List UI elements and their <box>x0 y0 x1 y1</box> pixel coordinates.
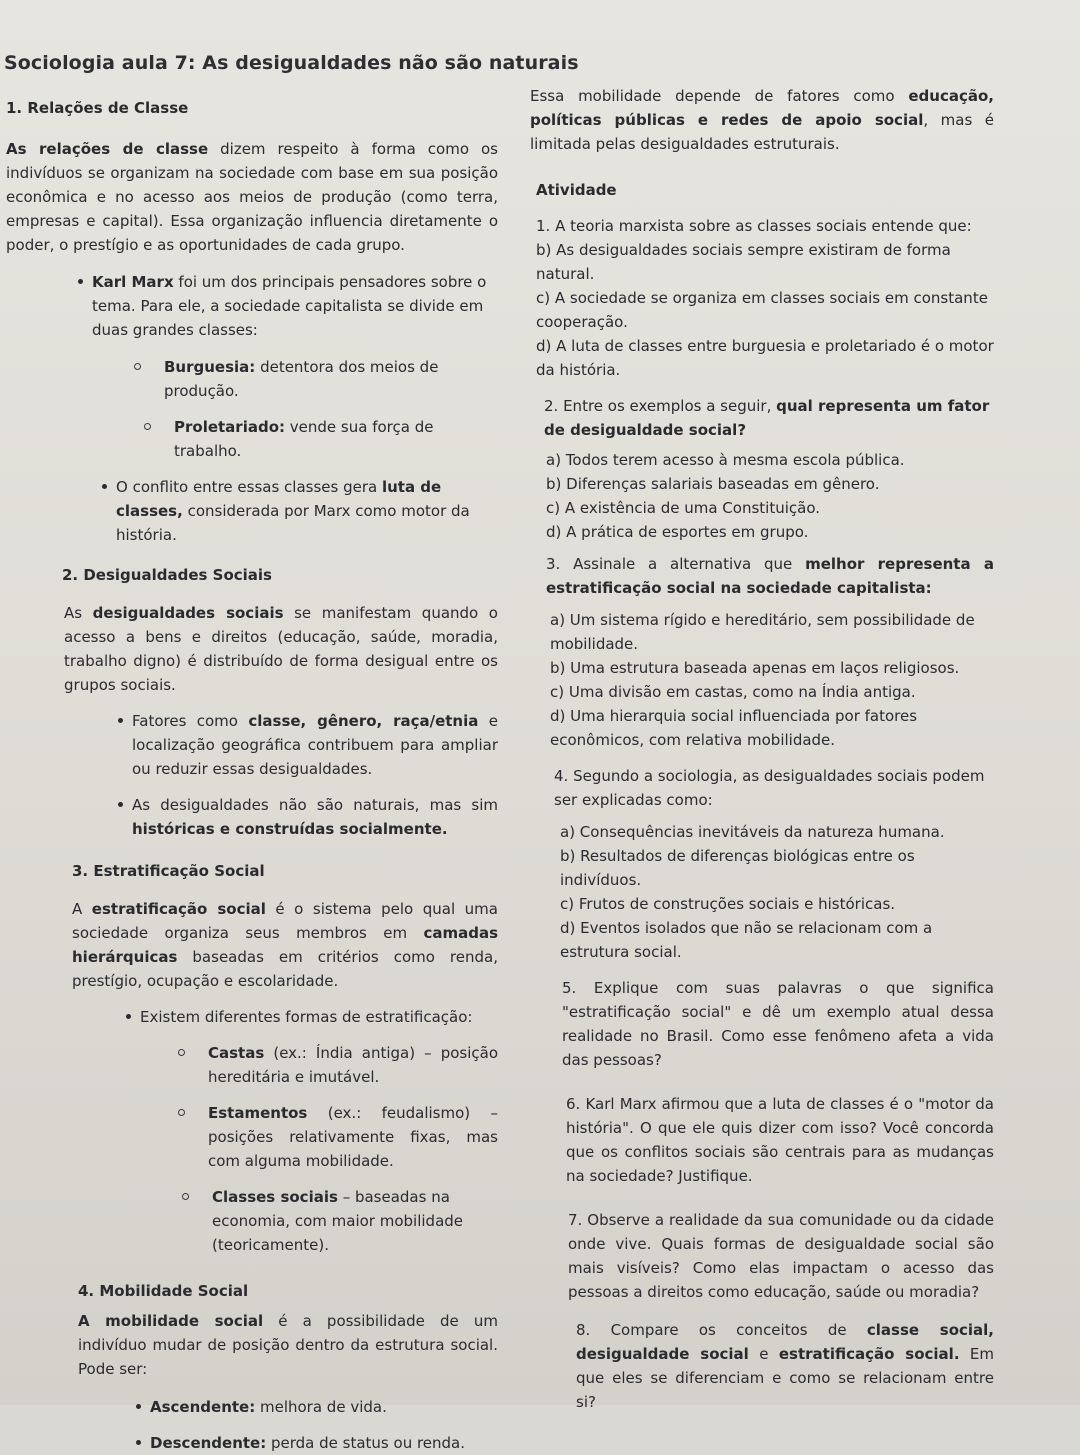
question-1-option-b: b) As desigualdades sociais sempre existiram de forma natural. <box>536 241 951 283</box>
right-column <box>530 84 994 1414</box>
bullet-descending: Descendente: perda de status ou renda. <box>136 1431 498 1455</box>
paragraph-social-inequalities: As desigualdades sociais se manifestam quando o acesso a bens e direitos (educação, saúde, moradia, trabalho digno) é distribuído de forma desigual entre os grupos sociais. <box>64 604 498 694</box>
question-2-option-d: d) A prática de esportes em grupo. <box>546 523 809 541</box>
question-3-option-c: c) Uma divisão em castas, como na Índia antiga. <box>550 683 916 701</box>
sub-bullet-estates: Estamentos (ex.: feudalismo) – posições relativamente fixas, mas com alguma mobilidade. <box>178 1101 498 1173</box>
section-heading-stratification: 3. Estratificação Social <box>72 862 265 880</box>
paragraph-mobility-factors: Essa mobilidade depende de fatores como educação, políticas públicas e redes de apoio social, mas é limitada pelas desigualdades estruturais. <box>530 87 994 153</box>
question-3-option-b: b) Uma estrutura baseada apenas em laços religiosos. <box>550 659 960 677</box>
question-3: 3. Assinale a alternativa que melhor representa a estratificação social na sociedade capitalista: <box>546 555 994 597</box>
bullet-inequality-factors: Fatores como classe, gênero, raça/etnia e localização geográfica contribuem para ampliar ou reduzir essas desigualdades. <box>118 709 498 781</box>
question-2-option-b: b) Diferenças salariais baseadas em gênero. <box>546 475 880 493</box>
question-5: 5. Explique com suas palavras o que significa "estratificação social" e dê um exemplo atual dessa realidade no Brasil. Como esse fenômeno afeta a vida das pessoas? <box>562 979 994 1069</box>
question-3-option-a: a) Um sistema rígido e hereditário, sem possibilidade de mobilidade. <box>550 611 975 653</box>
activity-heading: Atividade <box>536 181 617 199</box>
question-3-option-d: d) Uma hierarquia social influenciada por fatores econômicos, com relativa mobilidade. <box>550 707 918 749</box>
question-2-option-a: a) Todos terem acesso à mesma escola pública. <box>546 451 905 469</box>
question-2-option-c: c) A existência de uma Constituição. <box>546 499 821 517</box>
bullet-karl-marx: Karl Marx foi um dos principais pensadores sobre o tema. Para ele, a sociedade capitalista se divide em duas grandes classes: <box>78 270 498 342</box>
question-4-option-d: d) Eventos isolados que não se relacionam com a estrutura social. <box>560 919 933 961</box>
left-column <box>6 96 498 1455</box>
sub-bullet-bourgeoisie: Burguesia: detentora dos meios de produção. <box>134 355 498 403</box>
question-1: 1. A teoria marxista sobre as classes sociais entende que: <box>536 217 972 235</box>
question-8: 8. Compare os conceitos de classe social, desigualdade social e estratificação social. Em que eles se diferenciam e como se relacionam entre si? <box>576 1321 995 1411</box>
section-heading-mobility: 4. Mobilidade Social <box>78 1282 249 1300</box>
paragraph-class-relations: As relações de classe dizem respeito à forma como os indivíduos se organizam na sociedade com base em sua posição econômica e no acesso aos meios de produção (como terra, empresas e capital). Essa organização influencia diretamente o poder, o prestígio e as oportunidades de cada grupo. <box>6 140 498 254</box>
question-4-option-b: b) Resultados de diferenças biológicas entre os indivíduos. <box>560 847 915 889</box>
question-6: 6. Karl Marx afirmou que a luta de classes é o "motor da história". O que ele quis dizer com isso? Você concorda que os conflitos sociais são centrais para as mudanças na sociedade? Justifique. <box>566 1095 994 1185</box>
question-4-option-c: c) Frutos de construções sociais e históricas. <box>560 895 896 913</box>
page-title: Sociologia aula 7: As desigualdades não são naturais <box>4 52 579 74</box>
question-4-option-a: a) Consequências inevitáveis da natureza humana. <box>560 823 945 841</box>
paragraph-stratification: A estratificação social é o sistema pelo qual uma sociedade organiza seus membros em camadas hierárquicas baseadas em critérios como renda, prestígio, ocupação e escolaridade. <box>72 900 498 990</box>
section-heading-classes: 1. Relações de Classe <box>6 99 189 117</box>
question-7: 7. Observe a realidade da sua comunidade ou da cidade onde vive. Quais formas de desigualdade social são mais visíveis? Como elas impactam o acesso das pessoas a direitos como educação, saúde ou moradia? <box>568 1211 994 1301</box>
paragraph-social-mobility: A mobilidade social é a possibilidade de um indivíduo mudar de posição dentro da estrutura social. Pode ser: <box>78 1312 498 1378</box>
question-1-option-d: d) A luta de classes entre burguesia e proletariado é o motor da história. <box>536 337 994 379</box>
sub-bullet-social-classes: Classes sociais – baseadas na economia, com maior mobilidade (teoricamente). <box>182 1185 498 1257</box>
section-heading-inequalities: 2. Desigualdades Sociais <box>62 566 272 584</box>
question-4: 4. Segundo a sociologia, as desigualdades sociais podem ser explicadas como: <box>554 767 985 809</box>
sub-bullet-proletariat: Proletariado: vende sua força de trabalho. <box>144 415 498 463</box>
bullet-not-natural: As desigualdades não são naturais, mas sim históricas e construídas socialmente. <box>118 793 498 841</box>
sub-bullet-castes: Castas (ex.: Índia antiga) – posição hereditária e imutável. <box>178 1041 498 1089</box>
question-1-option-c: c) A sociedade se organiza em classes sociais em constante cooperação. <box>536 289 988 331</box>
question-2: 2. Entre os exemplos a seguir, qual representa um fator de desigualdade social? <box>544 397 990 439</box>
bullet-ascending: Ascendente: melhora de vida. <box>136 1395 498 1419</box>
bullet-class-struggle: O conflito entre essas classes gera luta de classes, considerada por Marx como motor da história. <box>102 475 498 547</box>
bullet-stratification-forms: Existem diferentes formas de estratificação: <box>126 1005 498 1029</box>
